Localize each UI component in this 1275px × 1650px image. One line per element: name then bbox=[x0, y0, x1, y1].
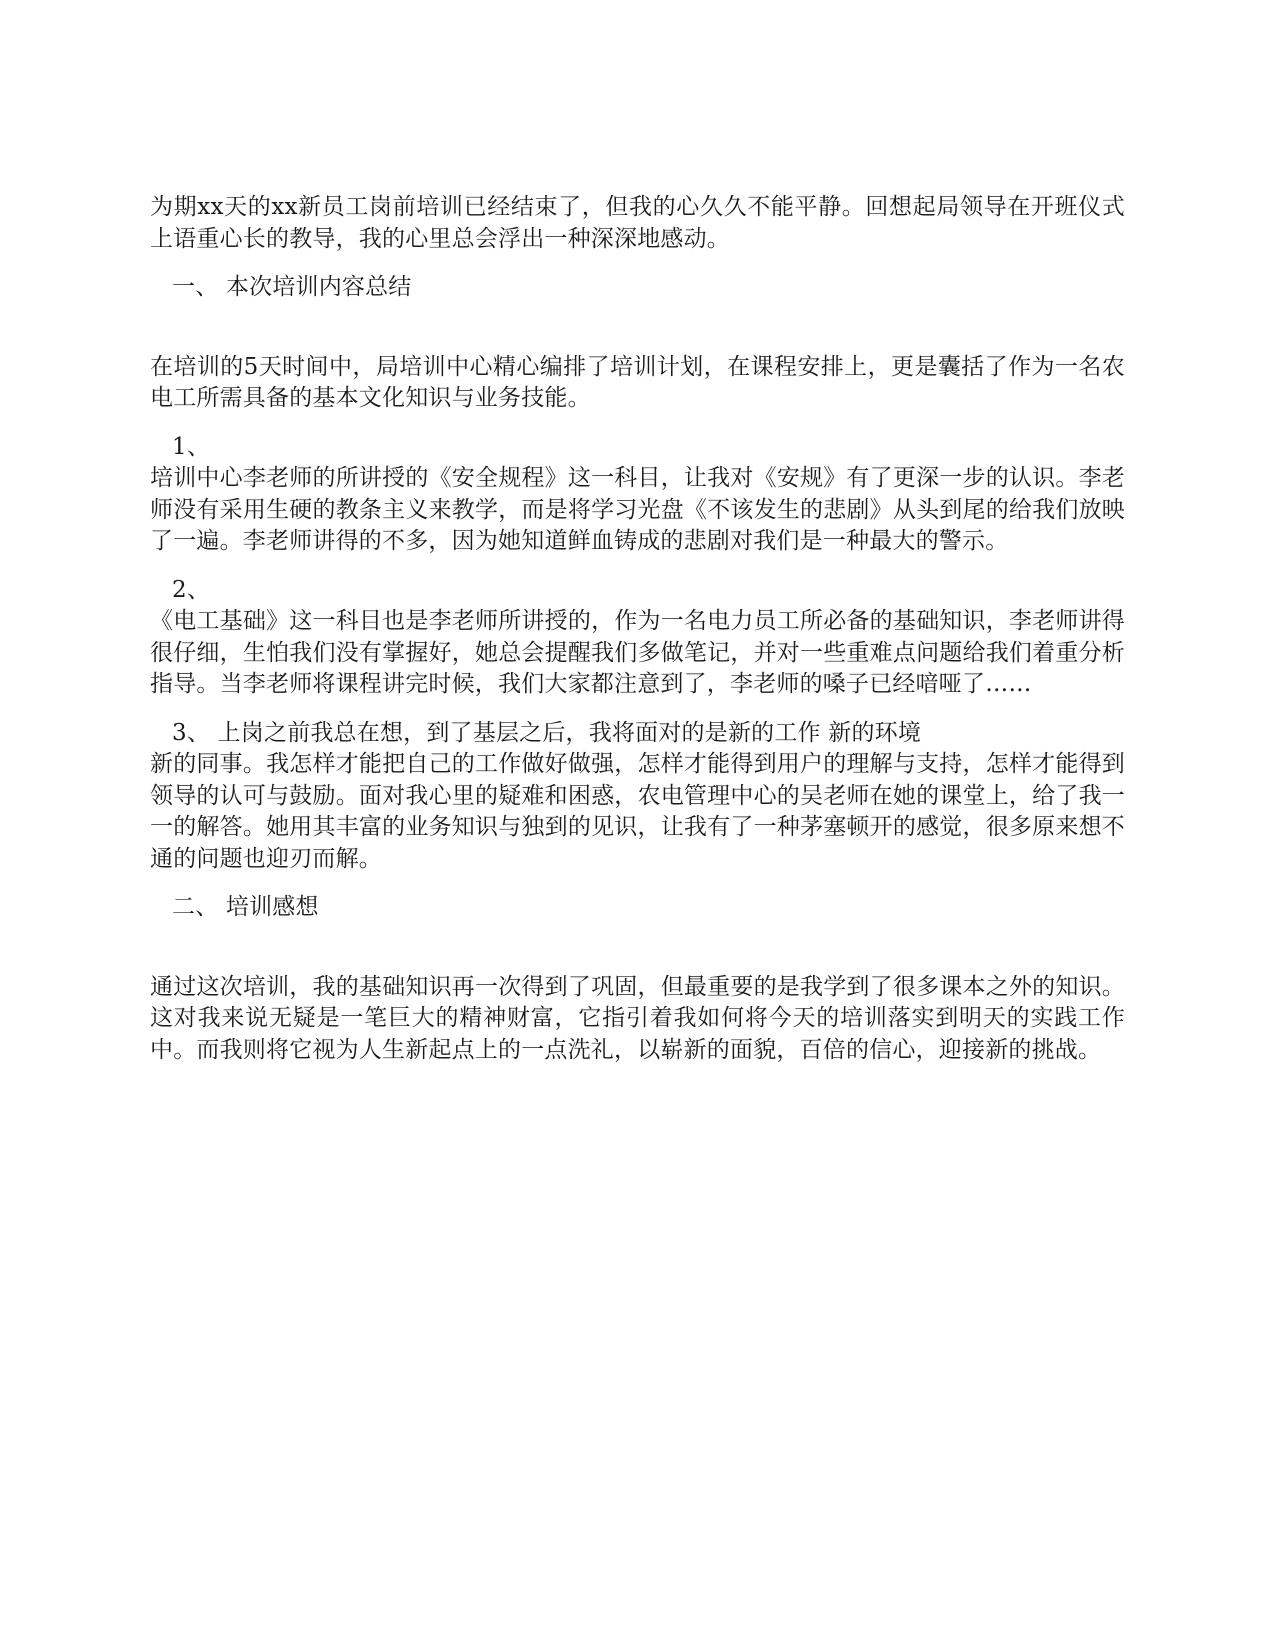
section1-intro-paragraph: 在培训的5天时间中，局培训中心精心编排了培训计划，在课程安排上，更是囊括了作为一名农电工所需具备的基本文化知识与业务技能。 bbox=[150, 353, 1125, 411]
item3-paragraph: 新的同事。我怎样才能把自己的工作做好做强，怎样才能得到用户的理解与支持，怎样才能得到领导的认可与鼓励。面对我心里的疑难和困惑，农电管理中心的吴老师在她的课堂上，给了我一一的解答。她用其丰富的业务知识与独到的见识，让我有了一种茅塞顿开的感觉，很多原来想不通的问题也迎刃而解。 bbox=[150, 751, 1125, 872]
item2-number: 2、 bbox=[172, 576, 211, 603]
section-heading-summary: 一、 本次培训内容总结 bbox=[172, 274, 412, 300]
item1-paragraph: 培训中心李老师的所讲授的《安全规程》这一科目，让我对《安规》有了更深一步的认识。李老师没有采用生硬的教条主义来教学，而是将学习光盘《不该发生的悲剧》从头到尾的给我们放映了一遍。李老师讲得的不多，因为她知道鲜血铸成的悲剧对我们是一种最大的警示。 bbox=[150, 465, 1125, 554]
document-body bbox=[150, 192, 1125, 1066]
item2-paragraph: 《电工基础》这一科目也是李老师所讲授的，作为一名电力员工所必备的基础知识，李老师讲得很仔细，生怕我们没有掌握好，她总会提醒我们多做笔记，并对一些重难点问题给我们着重分析指导。当李老师将课程讲完时候，我们大家都注意到了，李老师的嗓子已经喑哑了…… bbox=[150, 608, 1125, 697]
item3-first-line: 3、 上岗之前我总在想，到了基层之后，我将面对的是新的工作 新的环境 bbox=[172, 719, 922, 746]
item1-number: 1、 bbox=[172, 433, 211, 460]
intro-paragraph: 为期xx天的xx新员工岗前培训已经结束了，但我的心久久不能平静。回想起局领导在开班仪式上语重心长的教导，我的心里总会浮出一种深深地感动。 bbox=[150, 194, 1125, 252]
section2-paragraph: 通过这次培训，我的基础知识再一次得到了巩固，但最重要的是我学到了很多课本之外的知识。这对我来说无疑是一笔巨大的精神财富，它指引着我如何将今天的培训落实到明天的实践工作中。而我则将它视为人生新起点上的一点洗礼，以崭新的面貌，百倍的信心，迎接新的挑战。 bbox=[150, 973, 1125, 1063]
section-heading-reflection: 二、 培训感想 bbox=[172, 894, 319, 920]
